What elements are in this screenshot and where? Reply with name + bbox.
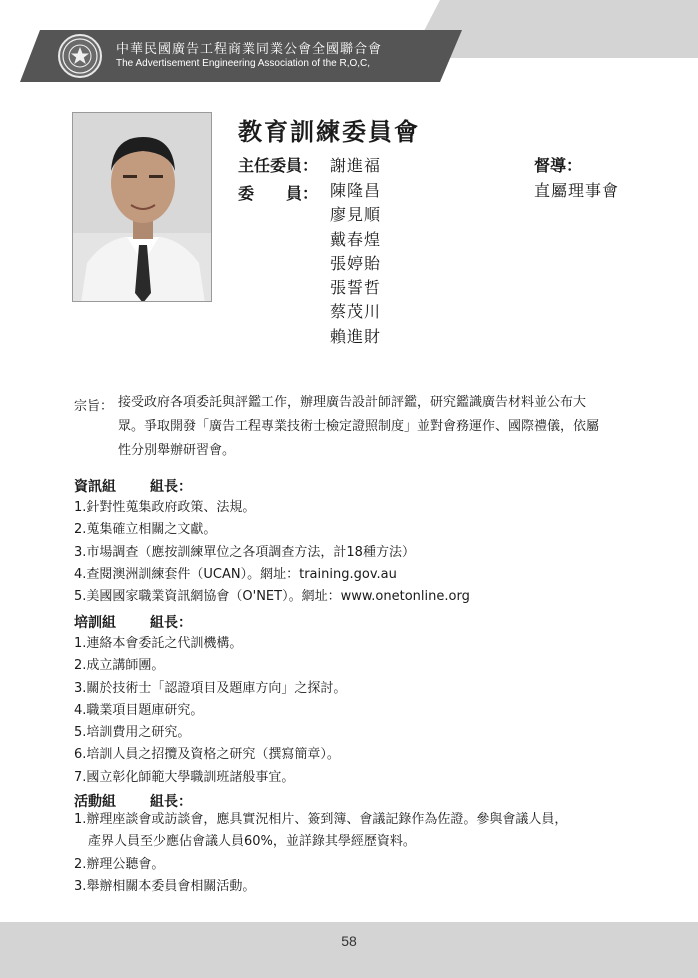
list-item: 6.培訓人員之招攬及資格之研究（撰寫簡章）。 bbox=[74, 747, 340, 763]
footer-band bbox=[0, 922, 698, 978]
list-item: 4.查閱澳洲訓練套件（UCAN）。網址：training.gov.au bbox=[74, 566, 397, 582]
list-item: 1.辦理座談會或訪談會，應具實況相片、簽到簿、會議記錄作為佐證。參與會議人員， bbox=[74, 812, 568, 827]
list-item: 1.針對性蒐集政府政策、法規。 bbox=[74, 500, 256, 515]
chair-portrait bbox=[72, 112, 212, 302]
member-name: 張誓哲 bbox=[330, 278, 382, 298]
member-name: 戴春煌 bbox=[330, 229, 382, 249]
chair-label: 主任委員： bbox=[238, 156, 319, 175]
list-item: 5.美國國家職業資訊網協會（O'NET）。網址：www.onetonline.org bbox=[74, 589, 470, 605]
supervisor-label: 督導： bbox=[534, 156, 583, 175]
section-heading bbox=[74, 612, 192, 632]
committee-title: 教育訓練委員會 bbox=[238, 118, 420, 146]
org-name-zh: 中華民國廣告工程商業同業公會全國聯合會 bbox=[116, 42, 383, 57]
section-leader-label: 組長： bbox=[150, 615, 192, 631]
section-item-list bbox=[74, 633, 346, 789]
section-name: 活動組 bbox=[74, 794, 116, 810]
list-item: 3.市場調查（應按訓練單位之各項調查方法，計18種方法） bbox=[74, 544, 415, 560]
section-item-list bbox=[74, 497, 470, 608]
list-item: 2.蒐集確立相關之文獻。 bbox=[74, 522, 217, 538]
section-leader-label: 組長： bbox=[150, 479, 192, 495]
list-item: 1.連絡本會委託之代訓機構。 bbox=[74, 636, 243, 651]
purpose-text: 接受政府各項委託與評鑑工作，辦理廣告設計師評鑑，研究鑑識廣告材料並公布大眾。爭取開發「廣告工程專業技術士檢定證照制度」並對會務運作、國際禮儀，依屬性分別舉辦研習會。 bbox=[118, 395, 600, 458]
members-label: 委 員： bbox=[238, 184, 319, 203]
section-name: 資訊組 bbox=[74, 479, 116, 495]
member-name: 陳隆昌 bbox=[330, 181, 382, 200]
association-seal-icon bbox=[58, 34, 102, 78]
member-name: 張婷貽 bbox=[330, 253, 382, 273]
list-item: 2.辦理公聽會。 bbox=[74, 856, 165, 872]
member-list bbox=[330, 179, 381, 349]
section-item-list bbox=[74, 809, 567, 898]
member-name: 蔡茂川 bbox=[330, 302, 382, 322]
member-name: 賴進財 bbox=[330, 326, 382, 346]
list-item: 2.成立講師團。 bbox=[74, 658, 165, 674]
org-name-en: The Advertisement Engineering Association of the R,O,C, bbox=[116, 58, 371, 69]
section-leader-label: 組長： bbox=[150, 794, 192, 810]
page-number: 58 bbox=[341, 933, 357, 949]
section-name: 培訓組 bbox=[74, 615, 116, 631]
list-item: 3.舉辦相關本委員會相關活動。 bbox=[74, 878, 256, 894]
list-item: 4.職業項目題庫研究。 bbox=[74, 702, 204, 718]
section-heading bbox=[74, 476, 192, 496]
list-item-continuation: 產界人員至少應佔會議人員60%，並詳錄其學經歷資料。 bbox=[88, 834, 416, 850]
purpose-label: 宗旨： bbox=[74, 399, 114, 414]
list-item: 3.關於技術士「認證項目及題庫方向」之探討。 bbox=[74, 680, 347, 696]
section-heading bbox=[74, 791, 192, 811]
member-name: 廖見順 bbox=[330, 205, 382, 225]
list-item: 5.培訓費用之研究。 bbox=[74, 725, 191, 741]
chair-name: 謝進福 bbox=[330, 156, 382, 175]
list-item: 7.國立彰化師範大學職訓班諸般事宜。 bbox=[74, 769, 295, 785]
supervisor-value: 直屬理事會 bbox=[534, 181, 620, 200]
